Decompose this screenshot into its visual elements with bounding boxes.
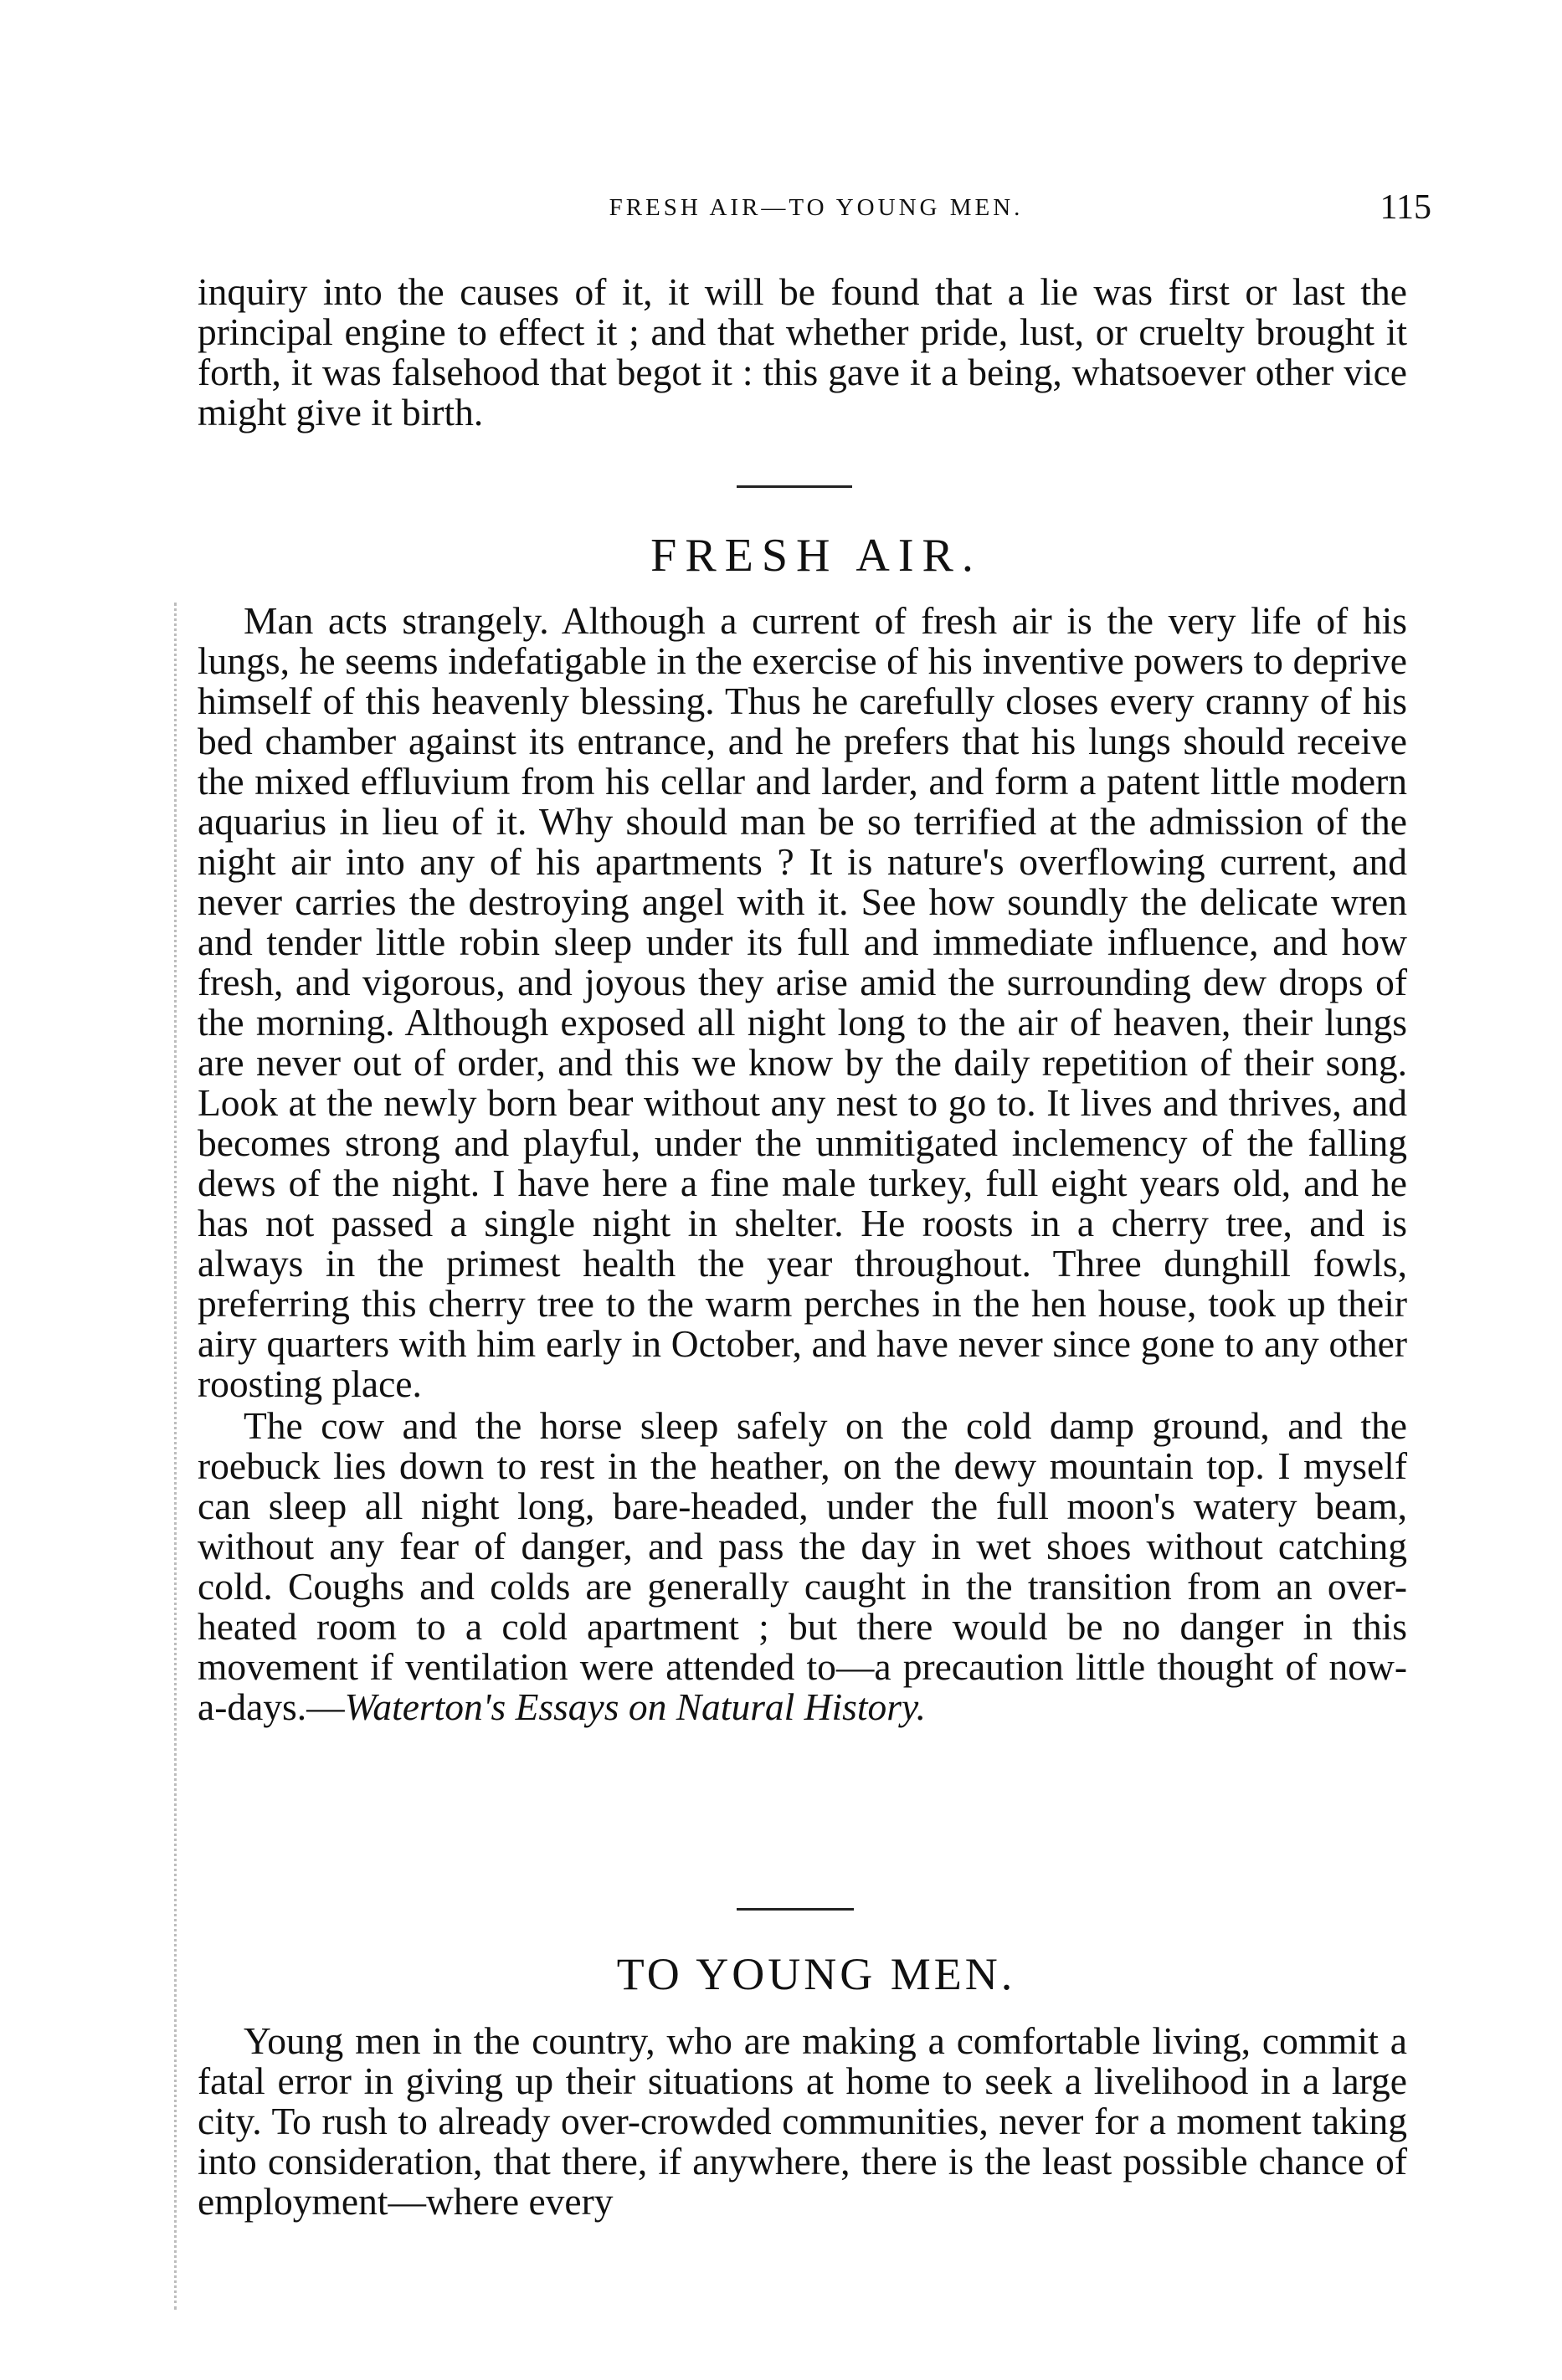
intro-paragraph-block: [198, 272, 1407, 433]
section-title-fresh-air: FRESH AIR.: [650, 530, 982, 582]
fresh-air-body: [198, 601, 1407, 1727]
section-divider: [737, 485, 852, 488]
running-title: FRESH AIR—TO YOUNG MEN.: [609, 194, 1024, 221]
fresh-air-paragraph-1: Man acts strangely. Although a current of fresh air is the very life of his lungs, he seems indefatigable in the exercise of his inventive powers to deprive himself of this heavenly blessing. Thus he carefully closes every cranny of his bed chamber against its entrance, and he prefers that his lungs should receive the mixed effluvium from his cellar and larder, and form a patent little modern aquarius in lieu of it. Why should man be so terrified at the admission of the night air into any of his apartments ? It is nature's overflowing current, and never carries the destroying angel with it. See how soundly the delicate wren and tender little robin sleep under its full and immediate influence, and how fresh, and vigorous, and joyous they arise amid the surrounding dew drops of the morning. Although exposed all night long to the air of heaven, their lungs are never out of order, and this we know by the daily repetition of their song. Look at the newly born bear without any nest to go to. It lives and thrives, and becomes strong and playful, under the unmitigated inclemency of the falling dews of the night. I have here a fine male turkey, full eight years old, and he has not passed a single night in shelter. He roosts in a cherry tree, and is always in the primest health the year throughout. Three dunghill fowls, preferring this cherry tree to the warm perches in the hen house, took up their airy quarters with him early in October, and have never since gone to any other roosting place.: [198, 599, 1407, 1405]
section-title-young-men: TO YOUNG MEN.: [616, 1949, 1016, 1999]
young-men-paragraph-1: Young men in the country, who are making a comfortable living, commit a fatal error in giving up their situations at home to seek a livelihood in a large city. To rush to already over-crowded communities, never for a moment taking into consideration, that there, if anywhere, there is the least possible chance of employment—where every: [198, 2019, 1407, 2223]
page-number: 115: [1380, 188, 1431, 227]
source-citation: Waterton's Essays on Natural History.: [344, 1685, 927, 1728]
section-divider: [737, 1908, 854, 1911]
scan-binding-marks: [174, 603, 210, 2310]
intro-paragraph: inquiry into the causes of it, it will be found that a lie was first or last the principal engine to effect it ; and that whether pride, lust, or cruelty brought it forth, it was falsehood that begot it : this gave it a being, whatsoever other vice might give it birth.: [198, 270, 1407, 433]
fresh-air-paragraph-2-text: The cow and the horse sleep safely on the cold damp ground, and the roebuck lies down to rest in the heather, on the dewy mountain top. I myself can sleep all night long, bare-headed, under the full moon's watery beam, without any fear of danger, and pass the day in wet shoes without catching cold. Coughs and colds are generally caught in the transition from an over-heated room to a cold apartment ; but there would be no danger in this movement if ventilation were attended to—a precaution little thought of now-a-days.—: [198, 1404, 1407, 1728]
young-men-body: [198, 2021, 1407, 2222]
fresh-air-paragraph-2: [198, 1406, 1407, 1727]
page-header: [201, 188, 1431, 244]
